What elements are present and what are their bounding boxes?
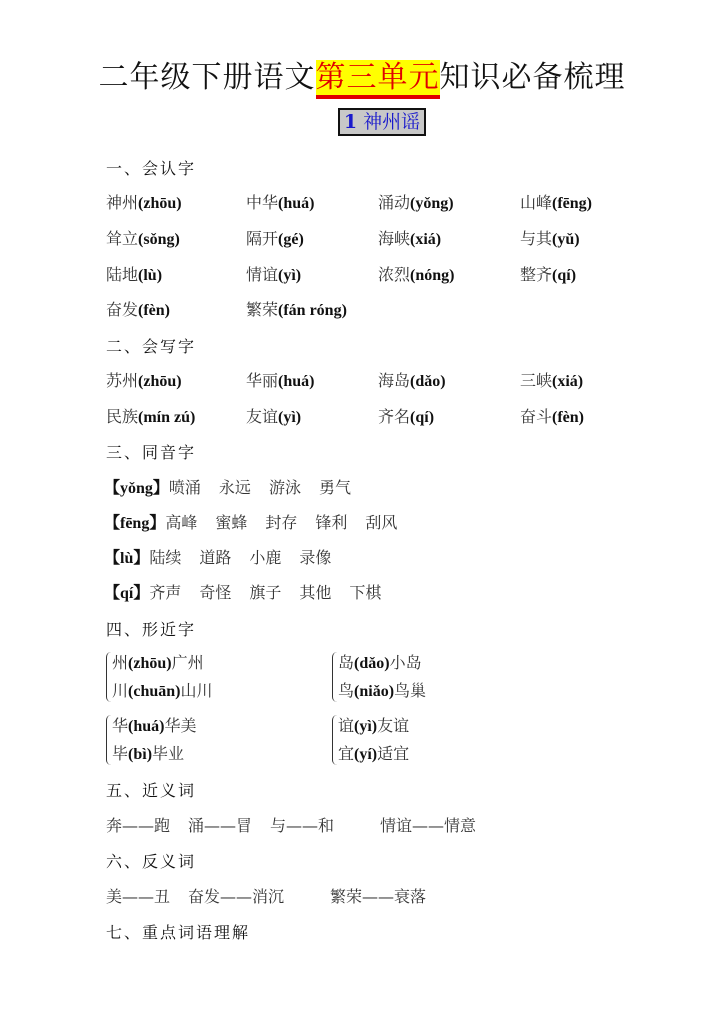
section-heading-homophones: 三、同音字 [106, 443, 197, 462]
vocab-word: 中华 [246, 193, 279, 212]
similar-char-line [112, 678, 212, 701]
homophone-word: 游泳 [268, 478, 301, 497]
homophone-row [104, 580, 399, 603]
similar-char-word: 华美 [164, 716, 197, 735]
vocab-word: 奋斗 [520, 407, 553, 426]
vocab-row [0, 404, 724, 428]
homophone-word: 奇怪 [199, 583, 232, 602]
similar-char-group [332, 650, 532, 706]
similar-char-pinyin: (zhōu) [128, 655, 172, 672]
vocab-pinyin: (gé) [278, 231, 304, 248]
vocab-item [246, 262, 301, 285]
homophone-word: 旗子 [249, 583, 282, 602]
homophone-word: 高峰 [165, 513, 198, 532]
similar-char: 华 [112, 716, 129, 735]
similar-char-pinyin: (yì) [354, 718, 378, 735]
homophone-word: 下棋 [349, 583, 382, 602]
vocab-pinyin: (huá) [278, 373, 315, 390]
vocab-pinyin: (fán róng) [278, 302, 347, 319]
vocab-pinyin: (nóng) [410, 267, 455, 284]
similar-char: 谊 [338, 716, 355, 735]
vocab-item [106, 226, 180, 249]
similar-char-word: 鸟巢 [394, 681, 427, 700]
title-highlight: 第三单元 [316, 60, 440, 99]
vocab-pinyin: (qí) [552, 267, 577, 284]
vocab-word: 三峡 [520, 371, 553, 390]
similar-char-group [106, 650, 306, 706]
similar-char-line [338, 678, 426, 701]
section-heading-write: 二、会写字 [106, 337, 197, 356]
antonym-line [106, 884, 426, 907]
vocab-pinyin: (yì) [278, 267, 302, 284]
vocab-pinyin: (yǔ) [552, 231, 580, 248]
synonym-pair: 涌——冒 [188, 816, 253, 835]
homophone-word: 刮风 [365, 513, 398, 532]
vocab-word: 山峰 [520, 193, 553, 212]
vocab-word: 浓烈 [378, 265, 411, 284]
vocab-row [0, 262, 724, 286]
title-prefix: 二年级下册语文 [98, 60, 316, 95]
vocab-pinyin: (xiá) [410, 231, 442, 248]
vocab-item [378, 190, 454, 213]
homophone-word: 小鹿 [249, 548, 282, 567]
vocab-word: 耸立 [106, 229, 139, 248]
vocab-item [520, 262, 576, 285]
similar-char: 宜 [338, 744, 355, 763]
homophone-pinyin: 【lù】 [104, 550, 150, 567]
homophone-row [104, 510, 415, 533]
vocab-row [0, 368, 724, 392]
vocab-item [106, 297, 170, 320]
vocab-word: 友谊 [246, 407, 279, 426]
synonym-pair: 情谊——情意 [380, 816, 477, 835]
vocab-pinyin: (mín zú) [138, 409, 196, 426]
vocab-word: 奋发 [106, 300, 139, 319]
vocab-item [378, 262, 454, 285]
vocab-pinyin: (sǒng) [138, 231, 180, 248]
homophone-word: 其他 [299, 583, 332, 602]
homophone-row [104, 475, 369, 498]
section-heading-synonyms: 五、近义词 [106, 781, 197, 800]
homophone-pinyin: 【qí】 [104, 585, 150, 602]
vocab-pinyin: (fèn) [552, 409, 584, 426]
similar-char-line [112, 650, 204, 673]
vocab-pinyin: (qí) [410, 409, 435, 426]
vocab-word: 与其 [520, 229, 553, 248]
lesson-number: 1 [343, 111, 358, 133]
vocab-pinyin: (lù) [138, 267, 163, 284]
vocab-pinyin: (zhōu) [138, 373, 182, 390]
similar-char-word: 适宜 [377, 744, 410, 763]
homophone-word: 齐声 [149, 583, 182, 602]
similar-char-line [338, 741, 409, 764]
homophone-word: 道路 [199, 548, 232, 567]
similar-char-group [332, 713, 532, 769]
lesson-title-box [338, 108, 426, 136]
vocab-row [0, 297, 724, 321]
antonym-pair: 美——丑 [106, 887, 171, 906]
vocab-item [246, 226, 304, 249]
similar-char-pinyin: (niǎo) [354, 683, 395, 700]
vocab-word: 齐名 [378, 407, 411, 426]
homophone-word: 封存 [265, 513, 298, 532]
section-heading-antonyms: 六、反义词 [106, 852, 197, 871]
vocab-word: 陆地 [106, 265, 139, 284]
similar-char-group [106, 713, 306, 769]
vocab-item [378, 368, 446, 391]
vocab-word: 苏州 [106, 371, 139, 390]
vocab-word: 华丽 [246, 371, 279, 390]
similar-char: 州 [112, 653, 129, 672]
vocab-item [520, 190, 592, 213]
similar-char: 川 [112, 681, 129, 700]
similar-char-word: 毕业 [152, 744, 185, 763]
section-heading-key-words: 七、重点词语理解 [106, 923, 251, 942]
vocab-item [520, 368, 583, 391]
vocab-item [106, 404, 195, 427]
vocab-item [378, 226, 441, 249]
homophone-pinyin: 【fēng】 [104, 515, 166, 532]
antonym-pair: 繁荣——衰落 [330, 887, 427, 906]
vocab-row [0, 226, 724, 250]
vocab-pinyin: (xiá) [552, 373, 584, 390]
vocab-word: 隔开 [246, 229, 279, 248]
similar-char-word: 小岛 [389, 653, 422, 672]
vocab-pinyin: (yǒng) [410, 195, 454, 212]
vocab-item [246, 190, 314, 213]
section-heading-recognize: 一、会认字 [106, 159, 197, 178]
similar-char-line [112, 741, 184, 764]
similar-char-pinyin: (yí) [354, 746, 378, 763]
similar-char-word: 友谊 [377, 716, 410, 735]
homophone-word: 陆续 [149, 548, 182, 567]
vocab-pinyin: (yì) [278, 409, 302, 426]
synonym-pair: 奔——跑 [106, 816, 171, 835]
similar-char-pinyin: (bì) [128, 746, 153, 763]
similar-char-word: 广州 [171, 653, 204, 672]
similar-char: 鸟 [338, 681, 355, 700]
similar-char-line [338, 650, 422, 673]
vocab-word: 海峡 [378, 229, 411, 248]
vocab-row [0, 190, 724, 214]
vocab-item [246, 368, 314, 391]
similar-char-word: 山川 [180, 681, 213, 700]
vocab-item [106, 190, 182, 213]
synonym-line [106, 813, 476, 836]
synonym-pair: 与——和 [270, 816, 335, 835]
vocab-item [246, 297, 347, 320]
vocab-pinyin: (zhōu) [138, 195, 182, 212]
vocab-word: 整齐 [520, 265, 553, 284]
similar-char: 毕 [112, 744, 129, 763]
vocab-item [520, 404, 584, 427]
vocab-word: 情谊 [246, 265, 279, 284]
homophone-word: 锋利 [315, 513, 348, 532]
vocab-pinyin: (huá) [278, 195, 315, 212]
vocab-item [106, 262, 162, 285]
similar-char-pinyin: (dǎo) [354, 655, 390, 672]
vocab-word: 繁荣 [246, 300, 279, 319]
homophone-word: 勇气 [318, 478, 351, 497]
document-title [0, 52, 724, 96]
similar-char-line [112, 713, 196, 736]
vocab-word: 民族 [106, 407, 139, 426]
title-suffix: 知识必备梳理 [439, 60, 626, 95]
homophone-row [104, 545, 349, 568]
similar-char: 岛 [338, 653, 355, 672]
vocab-word: 海岛 [378, 371, 411, 390]
vocab-item [520, 226, 580, 249]
vocab-word: 神州 [106, 193, 139, 212]
section-heading-similar-chars: 四、形近字 [106, 620, 197, 639]
homophone-word: 永远 [218, 478, 251, 497]
vocab-pinyin: (dǎo) [410, 373, 446, 390]
vocab-item [106, 368, 182, 391]
similar-char-line [338, 713, 409, 736]
homophone-word: 蜜蜂 [215, 513, 248, 532]
vocab-item [246, 404, 301, 427]
vocab-item [378, 404, 434, 427]
lesson-name: 神州谣 [363, 111, 421, 133]
vocab-pinyin: (fèn) [138, 302, 170, 319]
vocab-word: 涌动 [378, 193, 411, 212]
similar-char-pinyin: (huá) [128, 718, 165, 735]
vocab-pinyin: (fēng) [552, 195, 592, 212]
similar-char-pinyin: (chuān) [128, 683, 181, 700]
homophone-pinyin: 【yǒng】 [104, 480, 169, 497]
antonym-pair: 奋发——消沉 [188, 887, 285, 906]
homophone-word: 喷涌 [168, 478, 201, 497]
homophone-word: 录像 [299, 548, 332, 567]
